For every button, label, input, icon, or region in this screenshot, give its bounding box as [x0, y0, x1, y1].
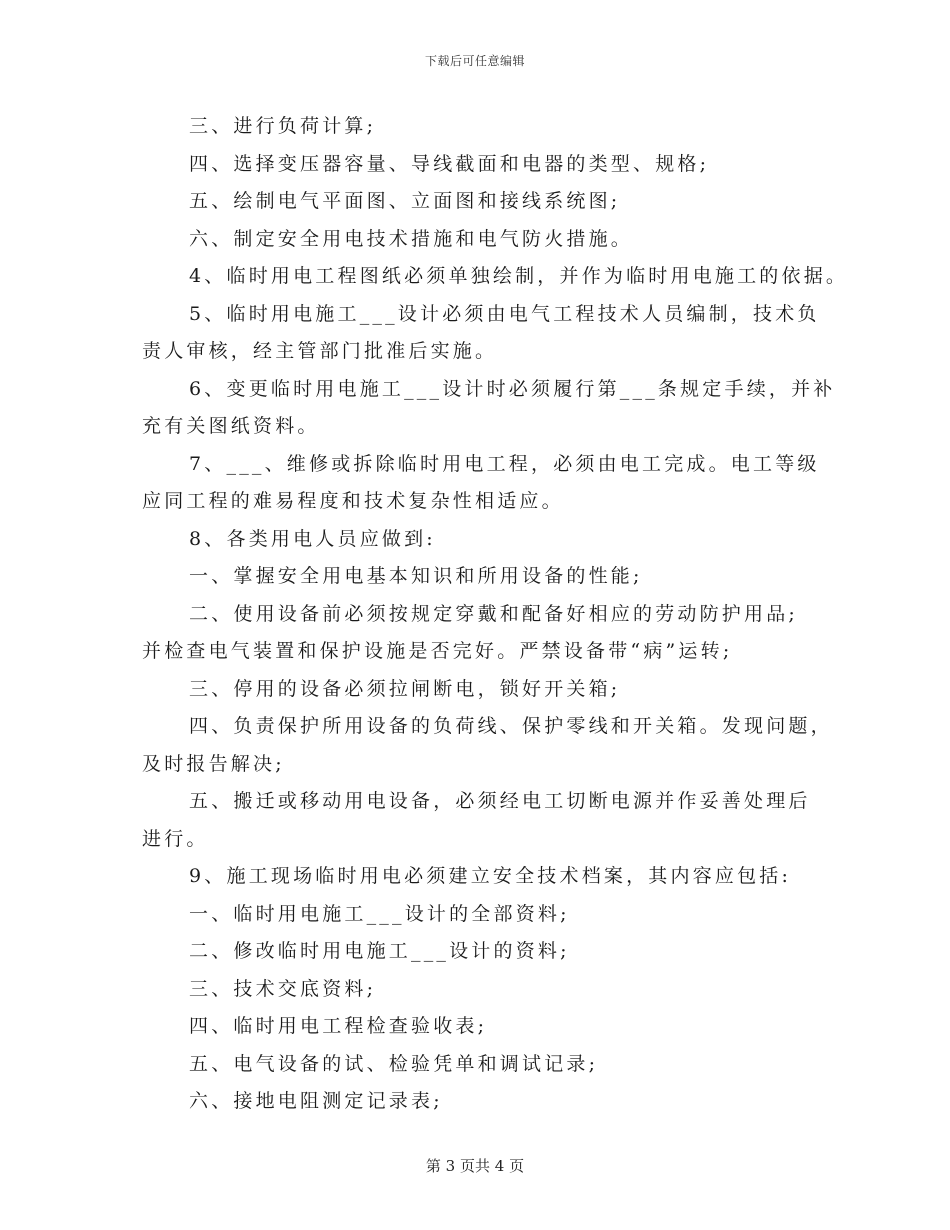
text-line: 8、各类用电人员应做到:	[189, 527, 436, 550]
page-header: 下载后可任意编辑	[424, 54, 525, 68]
text-line: 一、临时用电施工___设计的全部资料;	[189, 902, 570, 925]
text-line: 三、进行负荷计算;	[189, 115, 377, 137]
text-line: 四、临时用电工程检查验收表;	[189, 1015, 488, 1037]
text-line: 五、搬迁或移动用电设备，必须经电工切断电源并作妥善处理后	[189, 790, 811, 812]
text-line: 及时报告解决;	[142, 752, 285, 775]
text-line: 责人审核，经主管部门批准后实施。	[142, 340, 498, 362]
text-line: 4、临时用电工程图纸必须单独绘制，并作为临时用电施工的依据。	[189, 265, 849, 287]
text-line: 6、变更临时用电施工___设计时必须履行第___条规定手续，并补	[189, 377, 836, 400]
text-line: 二、使用设备前必须按规定穿戴和配备好相应的劳动防护用品;	[189, 602, 799, 625]
text-line: 六、接地电阻测定记录表;	[189, 1090, 443, 1112]
text-line: 进行。	[142, 827, 209, 850]
text-line: 四、选择变压器容量、导线截面和电器的类型、规格;	[189, 152, 710, 175]
text-line: 三、技术交底资料;	[189, 977, 377, 1000]
text-line: 四、负责保护所用设备的负荷线、保护零线和开关箱。发现问题，	[189, 715, 833, 737]
text-line: 9、施工现场临时用电必须建立安全技术档案，其内容应包括:	[189, 865, 792, 887]
text-line: 三、停用的设备必须拉闸断电，锁好开关箱;	[189, 677, 621, 700]
text-line: 五、电气设备的试、检验凭单和调试记录;	[189, 1052, 599, 1075]
text-line: 充有关图纸资料。	[142, 415, 320, 437]
text-line: 并检查电气装置和保护设施是否完好。严禁设备带“病”运转;	[142, 640, 733, 662]
text-line: 六、制定安全用电技术措施和电气防火措施。	[189, 227, 634, 250]
text-line: 五、绘制电气平面图、立面图和接线系统图;	[189, 190, 621, 212]
text-line: 5、临时用电施工___设计必须由电气工程技术人员编制，技术负	[189, 302, 820, 325]
text-line: 二、修改临时用电施工___设计的资料;	[189, 940, 570, 962]
text-line: 7、___、维修或拆除临时用电工程，必须由电工完成。电工等级	[189, 452, 820, 475]
text-line: 应同工程的难易程度和技术复杂性相适应。	[142, 490, 564, 512]
text-line: 一、掌握安全用电基本知识和所用设备的性能;	[189, 565, 643, 587]
page-footer: 第 3 页共 4 页	[425, 1157, 525, 1175]
document-body	[142, 108, 849, 1121]
